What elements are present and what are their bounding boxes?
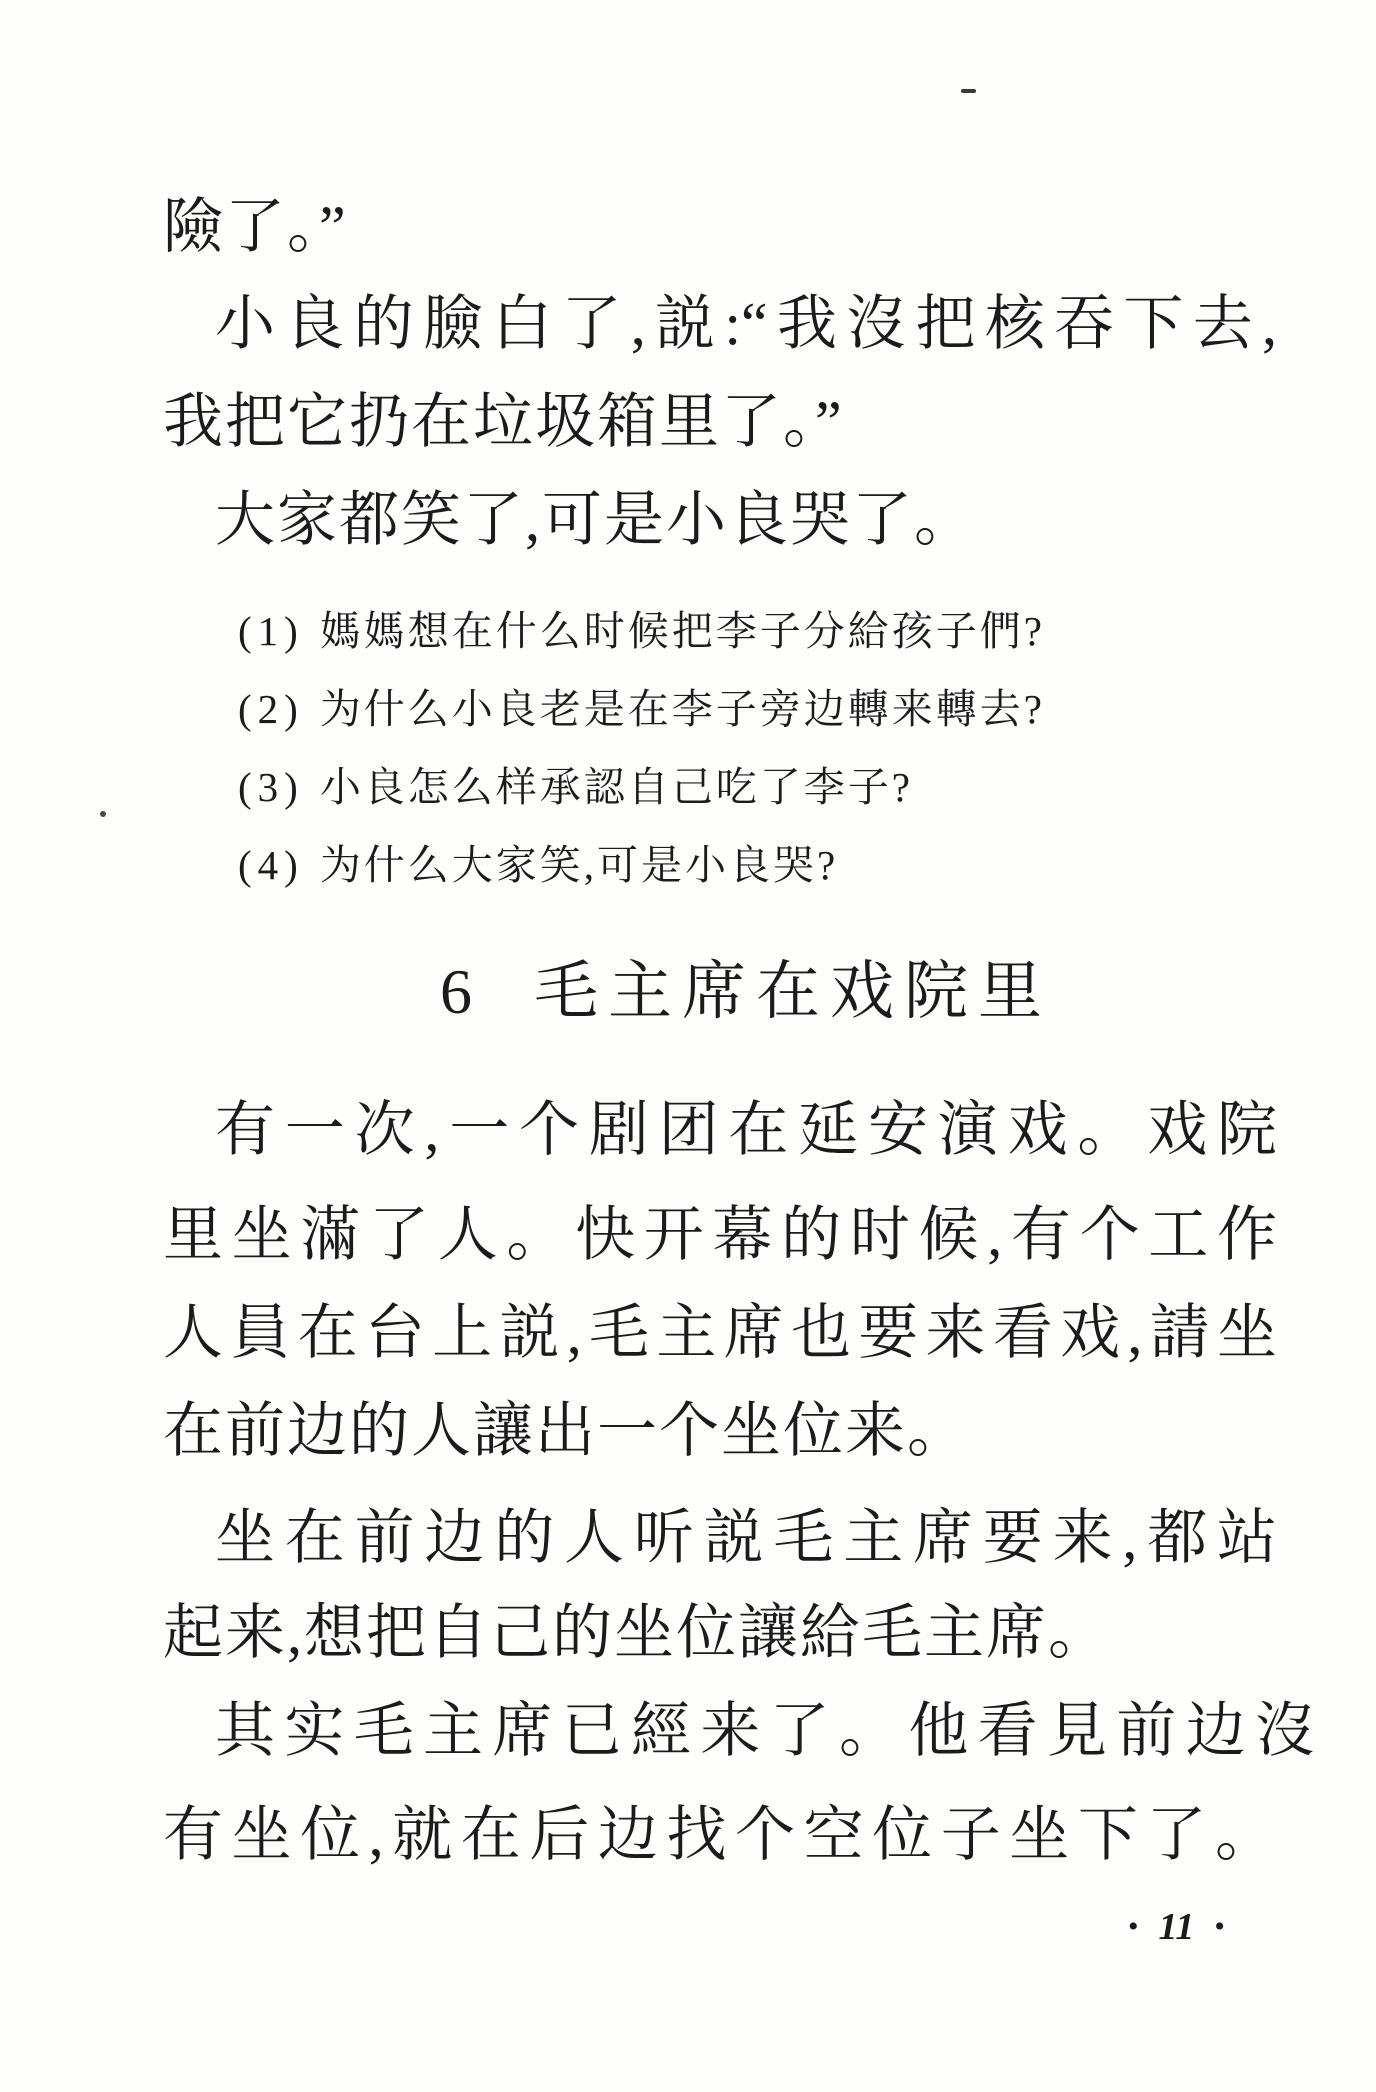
- page-number-value: 11: [1158, 1906, 1195, 1948]
- question-item: [238, 764, 914, 810]
- lesson-line: 起来,想把自己的坐位讓給毛主席。: [163, 1600, 1110, 1666]
- scan-artifact-dot: [100, 811, 106, 817]
- question-item: [238, 842, 839, 888]
- page-number-dot: •: [1128, 1910, 1139, 1943]
- page-number-dot: •: [1214, 1910, 1225, 1943]
- scan-artifact-dash: [961, 89, 976, 93]
- story-line: 險了。”: [163, 194, 348, 260]
- lesson-line: 有一次,一个剧团在延安演戏。戏院: [215, 1097, 1277, 1163]
- story-line: 大家都笑了,可是小良哭了。: [215, 487, 976, 553]
- question-text: 小良怎么样承認自己吃了李子?: [319, 764, 914, 810]
- lesson-line: 坐在前边的人听説毛主席要来,都站: [215, 1505, 1277, 1571]
- lesson-title: 毛主席在戏院里: [534, 956, 1052, 1027]
- question-number: (2): [238, 686, 304, 732]
- question-number: (1): [238, 608, 304, 654]
- question-text: 媽媽想在什么时候把李子分給孩子們?: [319, 608, 1046, 654]
- story-line: 我把它扔在垃圾箱里了。”: [163, 389, 844, 455]
- story-line: 小良的臉白了,説:“我沒把核吞下去,: [215, 291, 1277, 357]
- lesson-line: 其实毛主席已經来了。他看見前边沒: [215, 1698, 1315, 1764]
- lesson-number: 6: [440, 956, 472, 1027]
- lesson-line: 里坐滿了人。快开幕的时候,有个工作: [163, 1202, 1277, 1268]
- question-item: [238, 608, 1046, 654]
- question-item: [238, 686, 1046, 732]
- lesson-heading: [440, 956, 1052, 1027]
- question-number: (3): [238, 764, 304, 810]
- question-text: 为什么小良老是在李子旁边轉来轉去?: [319, 686, 1046, 732]
- lesson-line: 人員在台上説,毛主席也要来看戏,請坐: [163, 1300, 1277, 1366]
- page-number: [1128, 1908, 1225, 1946]
- lesson-line: 有坐位,就在后边找个空位子坐下了。: [163, 1802, 1275, 1868]
- question-text: 为什么大家笑,可是小良哭?: [319, 842, 839, 888]
- question-number: (4): [238, 842, 304, 888]
- lesson-line: 在前边的人讓出一个坐位来。: [163, 1398, 969, 1464]
